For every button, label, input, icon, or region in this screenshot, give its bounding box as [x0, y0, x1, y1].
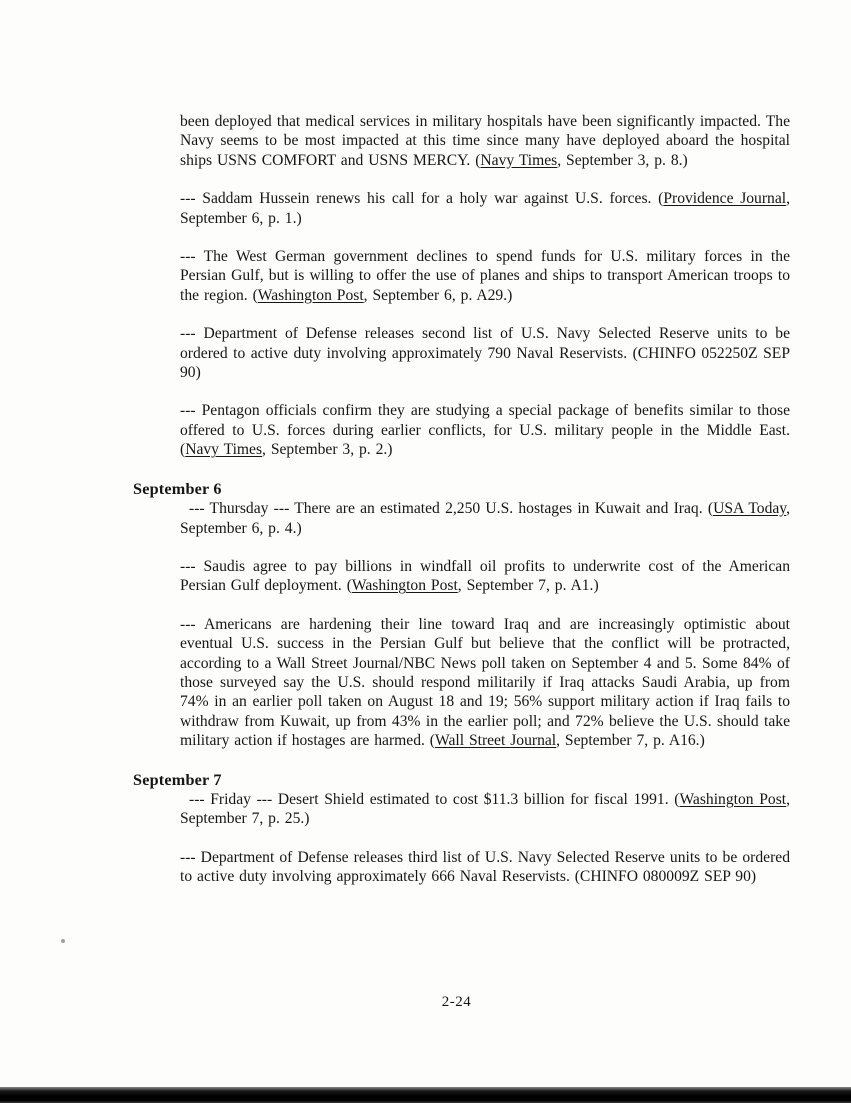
paragraph	[133, 848, 790, 887]
scan-edge-artifact-bar	[0, 1087, 851, 1103]
text-run: , September 3, p. 8.)	[557, 151, 688, 169]
text-run: --- Saudis agree to pay billions in windfall oil profits to underwrite cost of the American Persian Gulf deployment. (	[180, 557, 790, 595]
paragraph	[133, 557, 790, 596]
text-run: --- Thursday --- There are an estimated 2,250 U.S. hostages in Kuwait and Iraq. (	[189, 500, 714, 518]
entry-section-september-6	[133, 480, 790, 751]
text-run: , September 7, p. A1.)	[457, 577, 599, 595]
text-run: --- Department of Defense releases third list of U.S. Navy Selected Reserve units to be ordered to active duty involving approximately 666 Naval Reservists. (CHINFO 080009Z SEP 90)	[180, 848, 790, 886]
paragraph	[133, 324, 790, 382]
paragraph	[133, 790, 790, 829]
date-heading: September 7	[133, 770, 222, 789]
text-run: , September 6, p. 4.)	[180, 500, 791, 537]
paragraph	[133, 247, 790, 305]
citation-source: USA Today	[713, 500, 787, 518]
text-run: , September 7, p. 25.)	[180, 790, 790, 828]
paragraph	[133, 112, 790, 170]
citation-source: Wall Street Journal	[434, 732, 557, 750]
page-content	[133, 112, 790, 887]
text-run: , September 7, p. A16.)	[556, 732, 705, 750]
text-run: --- Friday --- Desert Shield estimated to cost $11.3 billion for fiscal 1991. (	[189, 790, 680, 808]
paragraph	[133, 615, 790, 751]
citation-source: Navy Times	[480, 151, 558, 169]
text-run: --- The West German government declines to spend funds for U.S. military forces in the Persian Gulf, but is willing to offer the use of planes and ships to transport American troops to the region. (	[180, 248, 790, 304]
entry-section-continuation	[133, 112, 790, 460]
date-heading: September 6	[133, 479, 222, 498]
text-run: --- Saddam Hussein renews his call for a holy war against U.S. forces. (	[180, 190, 664, 208]
citation-source: Providence Journal	[663, 190, 787, 208]
text-run: , September 6, p. A29.)	[363, 286, 513, 304]
citation-source: Navy Times	[185, 441, 263, 459]
text-run: , September 3, p. 2.)	[262, 441, 393, 459]
text-run: been deployed that medical services in military hospitals have been significantly impacted. The Navy seems to be most impacted at this time since many have deployed aboard the hospital ships USNS COMFORT and USNS MERCY. (	[180, 113, 790, 169]
text-run: --- Department of Defense releases second list of U.S. Navy Selected Reserve units to be ordered to active duty involving approximately 790 Naval Reservists. (CHINFO 052250Z SEP 90)	[180, 325, 790, 382]
citation-source: Washington Post	[257, 286, 364, 304]
citation-source: Washington Post	[351, 577, 458, 595]
text-run: , September 6, p. 1.)	[180, 190, 791, 227]
entry-section-september-7	[133, 771, 790, 887]
page-number: 2-24	[441, 994, 472, 1010]
paragraph	[133, 189, 790, 228]
text-run: --- Americans are hardening their line toward Iraq and are increasingly optimistic about eventual U.S. success in the Persian Gulf but believe that the conflict will be protracted, according to a Wall Street Journal/NBC News poll taken on September 4 and 5. Some 84% of those surveyed say the U.S. should respond militarily if Iraq attacks Saudi Arabia, up from 74% in an earlier poll taken on August 18 and 19; 56% support military action if Iraq fails to withdraw from Kuwait, up from 43% in the earlier poll; and 72% believe the U.S. should take military action if hostages are harmed. (	[180, 615, 790, 750]
citation-source: Washington Post	[679, 790, 787, 808]
paragraph	[133, 499, 790, 538]
text-run: --- Pentagon officials confirm they are studying a special package of benefits similar to those offered to U.S. forces during earlier conflicts, for U.S. military people in the Middle East. (	[180, 402, 790, 459]
scan-speck-artifact	[61, 939, 65, 943]
paragraph	[133, 401, 790, 459]
